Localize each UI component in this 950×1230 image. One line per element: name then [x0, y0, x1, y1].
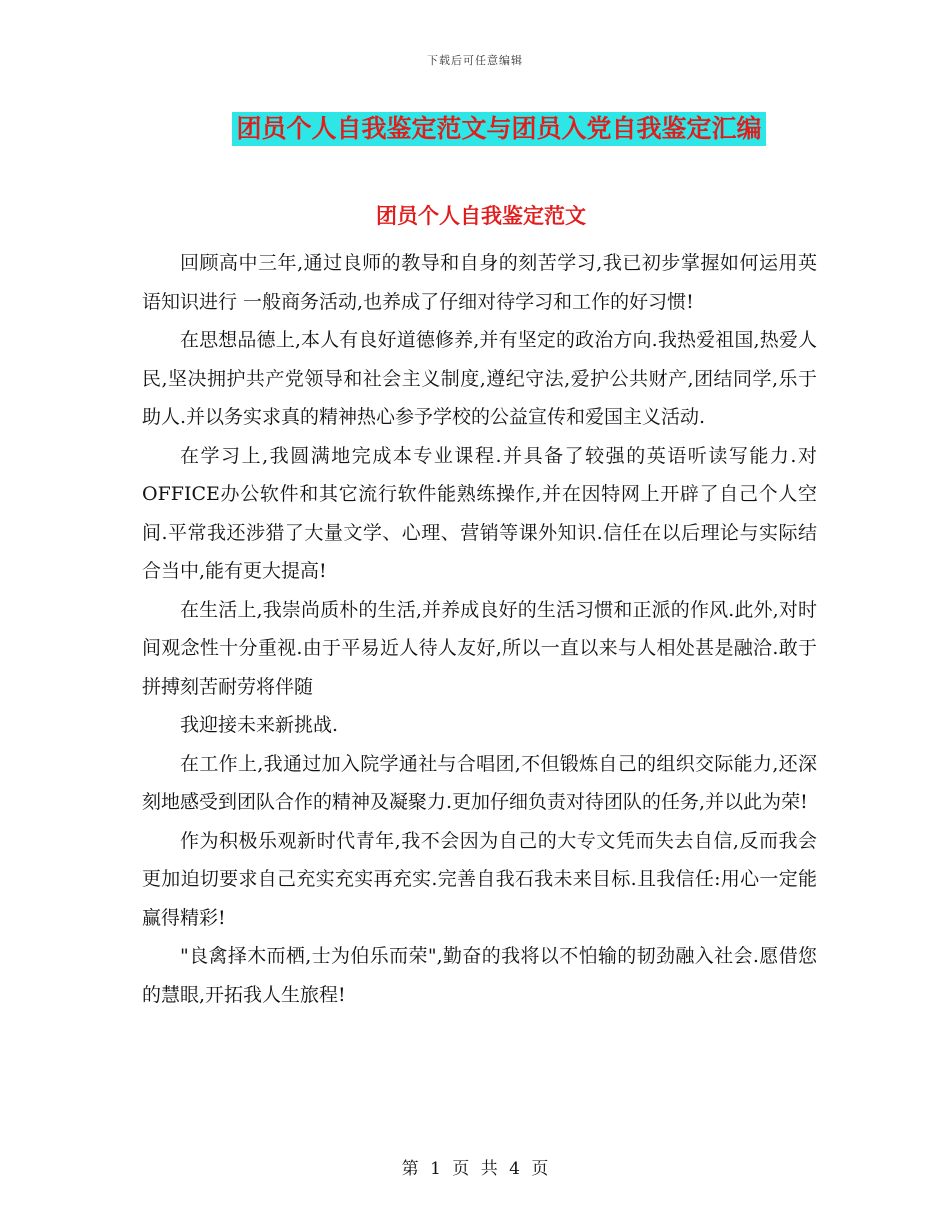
document-title-container [0, 112, 950, 146]
paragraph: 作为积极乐观新时代青年,我不会因为自己的大专文凭而失去自信,反而我会更加迫切要求自己充实充实再充实.完善自我石我未来目标.且我信任:用心一定能赢得精彩! [142, 829, 817, 929]
document-body [142, 244, 817, 1014]
page-header: 下载后可任意编辑 [427, 54, 523, 67]
page-number-footer: 第 1 页 共 4 页 [401, 1159, 549, 1179]
paragraph: 在生活上,我崇尚质朴的生活,并养成良好的生活习惯和正派的作风.此外,对时间观念性十分重视.由于平易近人待人友好,所以一直以来与人相处甚是融洽.敢于拼搏刻苦耐劳将伴随 [142, 598, 817, 698]
paragraph: 在学习上,我圆满地完成本专业课程.并具备了较强的英语听读写能力.对OFFICE办公软件和其它流行软件能熟练操作,并在因特网上开辟了自己个人空间.平常我还涉猎了大量文学、心理、营销等课外知识.信任在以后理论与实际结合当中,能有更大提高! [142, 444, 817, 582]
paragraph: 我迎接未来新挑战. [180, 714, 339, 736]
paragraph: 在思想品德上,本人有良好道德修养,并有坚定的政治方向.我热爱祖国,热爱人民,坚决拥护共产党领导和社会主义制度,遵纪守法,爱护公共财产,团结同学,乐于助人.并以务实求真的精神热心参予学校的公益宣传和爱国主义活动. [142, 329, 817, 428]
paragraph: 回顾高中三年,通过良师的教导和自身的刻苦学习,我已初步掌握如何运用英语知识进行 一般商务活动,也养成了仔细对待学习和工作的好习惯! [142, 252, 817, 313]
paragraph: 在工作上,我通过加入院学通社与合唱团,不但锻炼自己的组织交际能力,还深刻地感受到团队合作的精神及凝聚力.更加仔细负责对待团队的任务,并以此为荣! [142, 752, 817, 813]
paragraph: "良禽择木而栖,士为伯乐而荣",勤奋的我将以不怕输的韧劲融入社会.愿借您的慧眼,开拓我人生旅程! [142, 945, 817, 1006]
document-title: 团员个人自我鉴定范文与团员入党自我鉴定汇编 [232, 112, 765, 146]
section-title: 团员个人自我鉴定范文 [376, 204, 586, 228]
